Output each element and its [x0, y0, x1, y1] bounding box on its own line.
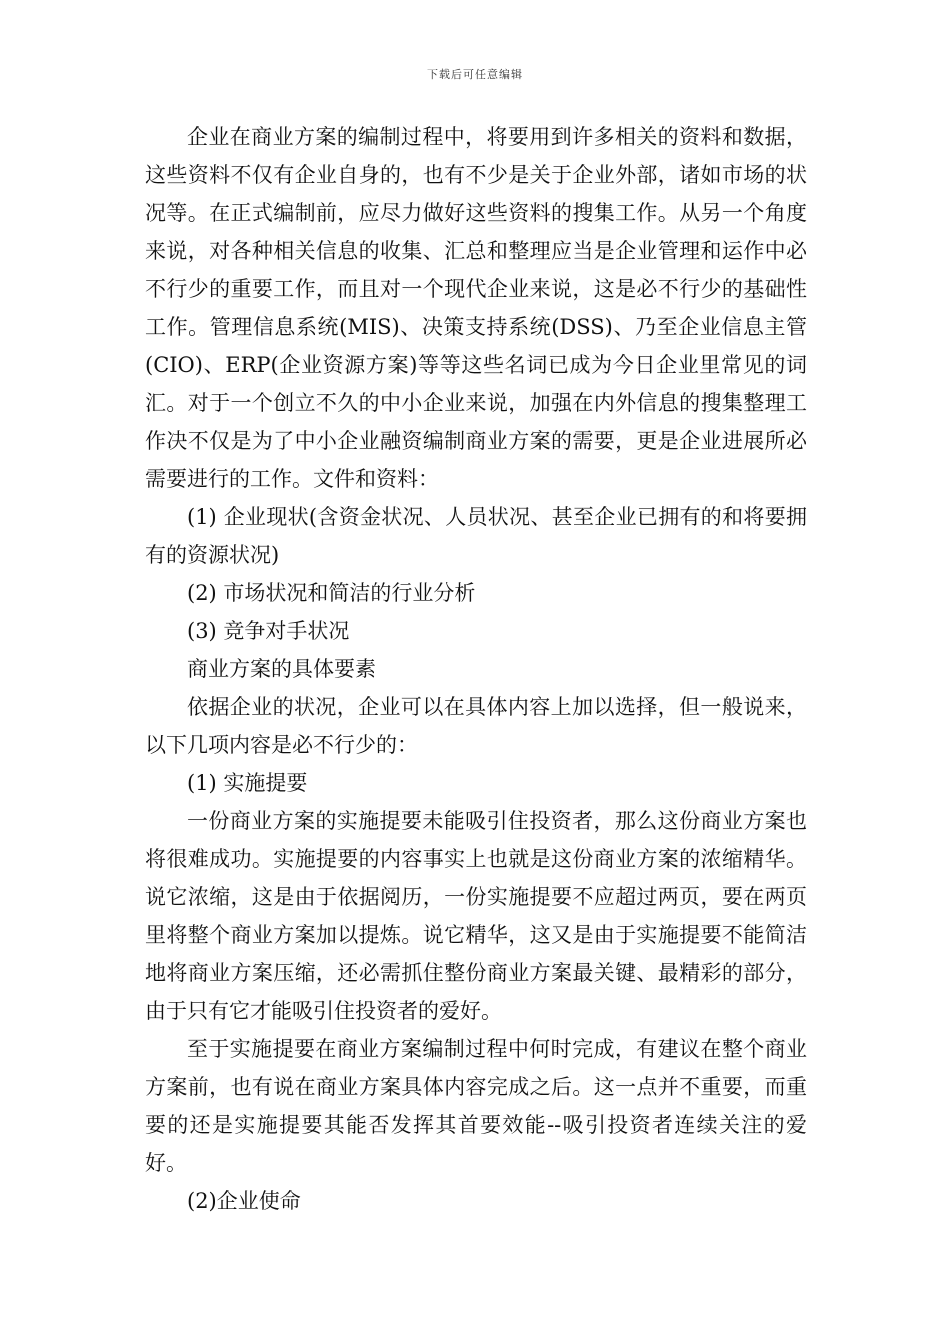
paragraph-elements-intro: 依据企业的状况，企业可以在具体内容上加以选择，但一般说来，以下几项内容是必不行少的： [145, 695, 807, 757]
list-item-company-status: (1) 企业现状(含资金状况、人员状况、甚至企业已拥有的和将要拥有的资源状况) [145, 505, 807, 567]
list-item-mission: (2)企业使命 [187, 1189, 301, 1213]
paragraph-summary-importance: 一份商业方案的实施提要未能吸引住投资者，那么这份商业方案也将很难成功。实施提要的内容事实上也就是这份商业方案的浓缩精华。说它浓缩，这是由于依据阅历，一份实施提要不应超过两页，要在两页里将整个商业方案加以提炼。说它精华，这又是由于实施提要不能简洁地将商业方案压缩，还必需抓住整份商业方案最关键、最精彩的部分，由于只有它才能吸引住投资者的爱好。 [145, 809, 807, 1023]
section-heading-elements: 商业方案的具体要素 [187, 657, 376, 681]
document-body [145, 118, 807, 1220]
paragraph-summary-timing: 至于实施提要在商业方案编制过程中何时完成，有建议在整个商业方案前，也有说在商业方案具体内容完成之后。这一点并不重要，而重要的还是实施提要其能否发挥其首要效能--吸引投资者连续关注的爱好。 [145, 1037, 807, 1175]
list-item-executive-summary: (1) 实施提要 [187, 771, 308, 795]
list-item-market-status: (2) 市场状况和简洁的行业分析 [187, 581, 476, 605]
paragraph-intro: 企业在商业方案的编制过程中，将要用到许多相关的资料和数据，这些资料不仅有企业自身的，也有不少是关于企业外部，诸如市场的状况等。在正式编制前，应尽力做好这些资料的搜集工作。从另一个角度来说，对各种相关信息的收集、汇总和整理应当是企业管理和运作中必不行少的重要工作，而且对一个现代企业来说，这是必不行少的基础性工作。管理信息系统(MIS)、决策支持系统(DSS)、乃至企业信息主管(CIO)、ERP(企业资源方案)等等这些名词已成为今日企业里常见的词汇。对于一个创立不久的中小企业来说，加强在内外信息的搜集整理工作决不仅是为了中小企业融资编制商业方案的需要，更是企业进展所必需要进行的工作。文件和资料： [145, 125, 807, 491]
page-header: 下载后可任意编辑 [427, 68, 523, 81]
list-item-competitors: (3) 竞争对手状况 [187, 619, 350, 643]
